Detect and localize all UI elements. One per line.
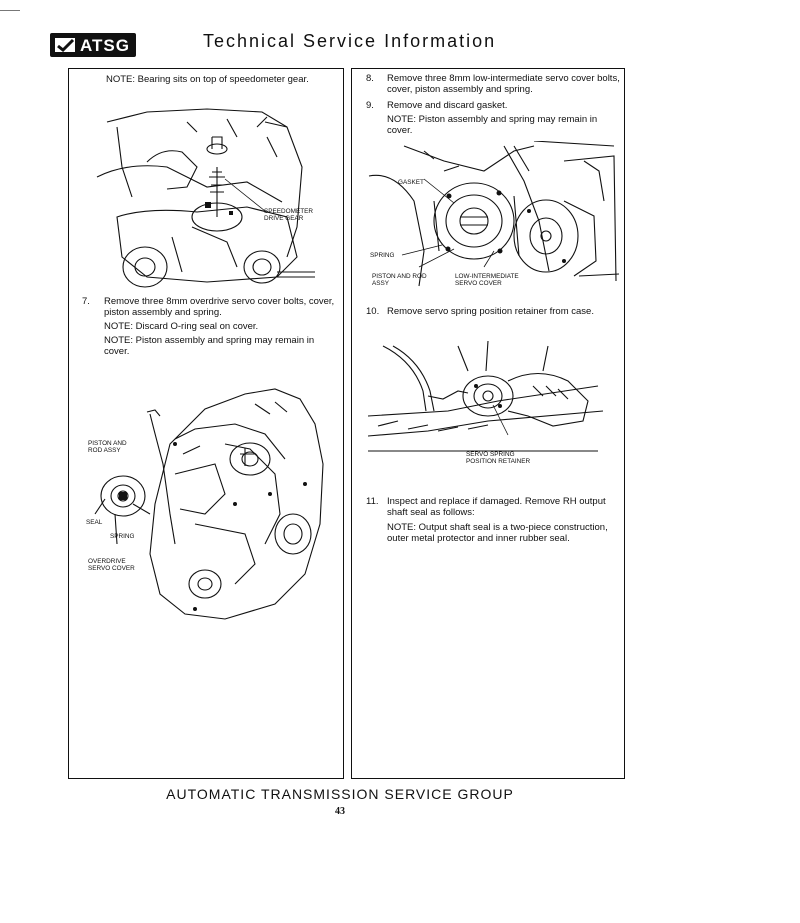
fig3-label-piston	[372, 273, 427, 287]
left-column	[68, 68, 344, 779]
step9-text: Remove and discard gasket.	[387, 100, 508, 111]
step8-number: 8.	[366, 73, 374, 84]
fig1-label-line1: SPEEDOMETER	[264, 208, 314, 215]
step10-number: 10.	[366, 306, 380, 317]
fig2-overdrive-line2: SERVO COVER	[88, 565, 135, 572]
checkmark-icon	[52, 35, 78, 55]
fig3-lowint-line2: SERVO COVER	[455, 280, 502, 287]
page-title: Technical Service Information	[203, 31, 497, 51]
fig1-label-line2: DRIVE GEAR	[264, 215, 304, 222]
fig4-label	[466, 451, 530, 465]
right-column	[351, 68, 625, 779]
fig4-label-line2: POSITION RETAINER	[466, 458, 531, 465]
step9-number: 9.	[366, 100, 374, 111]
fig3-label-spring: SPRING	[370, 252, 395, 259]
fig3-piston-line1: PISTON AND ROD	[372, 273, 427, 280]
fig4-label-line1: SERVO SPRING	[466, 451, 515, 458]
fig2-piston-line2: ROD ASSY	[88, 447, 121, 454]
page-number: 43	[335, 806, 345, 817]
step9-note: NOTE: Piston assembly and spring may remain in cover.	[387, 114, 598, 136]
fig2-label-seal: SEAL	[86, 519, 103, 526]
fig2-label-spring: SPRING	[110, 533, 135, 540]
step7-note2: NOTE: Piston assembly and spring may remain in cover.	[104, 335, 315, 357]
fig2-label-overdrive	[88, 558, 135, 572]
fig2-piston-line1: PISTON AND	[88, 440, 127, 447]
fig2-overdrive-line1: OVERDRIVE	[88, 558, 126, 565]
note-bearing: NOTE: Bearing sits on top of speedometer gear.	[106, 74, 309, 85]
step7-number: 7.	[82, 296, 90, 307]
fig2-label-piston	[88, 440, 127, 454]
fig3-label-low-int	[455, 273, 519, 287]
page-corner-mark	[0, 10, 20, 11]
fig3-lowint-line1: LOW-INTERMEDIATE	[455, 273, 519, 280]
step8-text: Remove three 8mm low-intermediate servo cover bolts, cover, piston assembly and spring.	[387, 73, 620, 95]
fig3-piston-line2: ASSY	[372, 280, 390, 287]
overdrive-servo-figure	[75, 384, 337, 634]
step11-number: 11.	[366, 496, 379, 507]
low-intermediate-servo-figure	[364, 141, 620, 291]
fig1-label	[264, 208, 313, 222]
step7-text: Remove three 8mm overdrive servo cover bolts, cover, piston assembly and spring.	[104, 296, 335, 318]
fig3-label-gasket: GASKET	[398, 179, 424, 186]
step10-text: Remove servo spring position retainer from case.	[387, 306, 594, 317]
step7-note1: NOTE: Discard O-ring seal on cover.	[104, 321, 259, 332]
logo-text: ATSG	[80, 35, 130, 55]
footer-org: AUTOMATIC TRANSMISSION SERVICE GROUP	[166, 786, 514, 802]
step11-text: Inspect and replace if damaged. Remove RH output shaft seal as follows:	[387, 496, 606, 518]
step11-note: NOTE: Output shaft seal is a two-piece construction, outer metal protector and inner rubber seal.	[387, 522, 608, 544]
speedometer-gear-figure	[87, 107, 327, 297]
atsg-logo	[50, 33, 136, 57]
